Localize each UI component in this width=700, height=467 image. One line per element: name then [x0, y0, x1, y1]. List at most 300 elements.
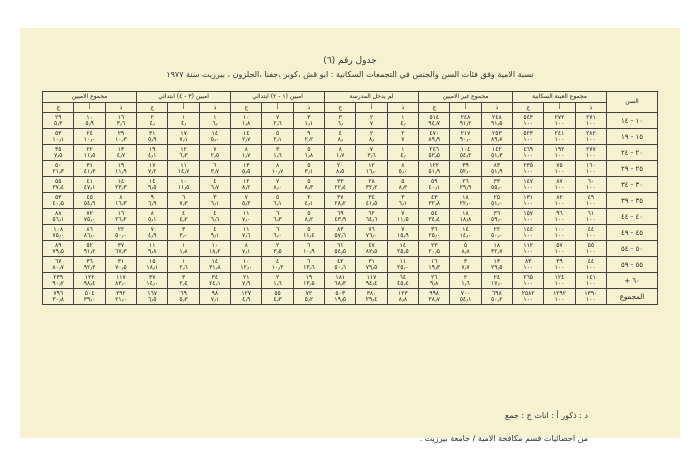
count-value: ٦١ — [336, 241, 344, 249]
percent-value: ٩٨٫٤ — [83, 279, 96, 287]
count-value: ٣ — [181, 273, 186, 281]
count-value: ١٠ — [86, 113, 93, 121]
percent-value: ٦٫٣ — [179, 151, 188, 159]
value-cell — [575, 145, 606, 161]
percent-value: ٨٫٢ — [304, 215, 314, 223]
value-cell — [325, 225, 356, 241]
count-value: ٣ — [181, 225, 186, 233]
value-cell — [513, 129, 544, 145]
value-cell — [356, 161, 387, 177]
percent-value: ٧٦٫٠ — [365, 231, 378, 239]
count-value: ٥٤٣ — [523, 113, 534, 121]
count-value: ٢٤٦ — [429, 145, 440, 153]
value-cell — [387, 129, 418, 145]
value-cell — [293, 241, 324, 257]
value-cell — [231, 241, 262, 257]
count-value: ١٤٤ — [523, 225, 534, 233]
percent-value: ٣٫٠ — [179, 231, 188, 239]
percent-value: ٩٫٨ — [429, 279, 439, 287]
value-cell — [387, 289, 418, 305]
value-cell — [262, 193, 293, 209]
count-value: ٨٨ — [54, 209, 62, 217]
value-cell — [74, 273, 105, 289]
percent-value: ٤٫ — [149, 119, 155, 127]
value-cell — [199, 257, 230, 273]
count-value: ٤٦٩ — [523, 145, 534, 153]
count-value: ١١ — [243, 209, 250, 217]
count-value: ٦ — [275, 209, 280, 217]
value-cell — [74, 113, 105, 129]
value-cell — [575, 177, 606, 193]
percent-value: ٦٧٫٣ — [115, 247, 127, 255]
age-cell: ٣٠ - ٣٤ — [607, 177, 658, 193]
value-cell — [199, 113, 230, 129]
percent-value: ٥٫٩ — [148, 135, 157, 143]
percent-value: ١٠٠ — [586, 135, 596, 143]
count-value: ١٤ — [117, 177, 125, 185]
value-cell — [43, 177, 74, 193]
count-value: ٢٦٥ — [523, 273, 534, 281]
percent-value: ١٣٫٥ — [303, 279, 315, 287]
sub-header: أ — [544, 103, 575, 113]
percent-value: ٥٠٫٠ — [491, 231, 503, 239]
age-cell: ١٠ - ١٤ — [607, 113, 658, 129]
value-cell — [74, 241, 105, 257]
percent-value: ١٠٠ — [554, 151, 565, 159]
count-value: ٢ — [401, 129, 405, 137]
table-body — [43, 113, 658, 305]
group-header: مجموع غير الاميين — [419, 92, 513, 103]
percent-value: ١٠٠ — [523, 135, 534, 143]
count-value: ٥ — [463, 241, 468, 249]
count-value: ٦ — [307, 257, 311, 265]
count-value: ٦ — [275, 225, 280, 233]
percent-value: ١٫٨ — [179, 247, 188, 255]
percent-value: ١٤٫٠ — [146, 279, 159, 287]
count-value: ٢٥ — [493, 193, 501, 201]
value-cell — [43, 113, 74, 129]
table-row — [43, 273, 658, 289]
count-value: ١ — [401, 145, 405, 153]
percent-value: ١٫٦ — [273, 151, 282, 159]
value-cell — [262, 177, 293, 193]
value-cell — [43, 257, 74, 273]
value-cell — [513, 161, 544, 177]
count-value: ٣ — [307, 113, 311, 121]
count-value: ٢٠ — [336, 161, 344, 169]
count-value: ٨٧ — [556, 177, 563, 185]
value-cell — [544, 177, 575, 193]
count-value: ٦٩ — [180, 289, 187, 297]
count-value: ٤٤ — [587, 257, 595, 265]
count-value: ٨٣ — [493, 161, 501, 169]
percent-value: ٢٢٫٠ — [459, 199, 472, 207]
count-value: ٥ — [275, 193, 280, 201]
value-cell — [137, 289, 168, 305]
count-value: ٣٧ — [117, 241, 125, 249]
count-value: ١١٧ — [116, 273, 126, 281]
value-cell — [419, 113, 450, 129]
value-cell — [419, 161, 450, 177]
value-cell — [293, 113, 324, 129]
value-cell — [262, 289, 293, 305]
percent-value: ٢١٫٣ — [52, 167, 65, 175]
count-value: ٥٣ — [54, 129, 62, 137]
value-cell — [387, 177, 418, 193]
value-cell — [481, 273, 512, 289]
count-value: ٨ — [338, 145, 342, 153]
percent-value: ٤١٫٥ — [365, 199, 378, 207]
percent-value: ٥٢٫٠ — [459, 167, 472, 175]
value-cell — [137, 193, 168, 209]
percent-value: ١٠٠ — [554, 167, 565, 175]
percent-value: ٨٫ — [368, 135, 375, 143]
document-page — [20, 28, 680, 443]
value-cell — [325, 193, 356, 209]
percent-value: ١٩٫٥ — [334, 295, 347, 303]
sub-header: أ — [168, 103, 199, 113]
percent-value: ٣٫٦ — [116, 119, 126, 127]
count-value: ١٩ — [149, 145, 156, 153]
percent-value: ١٠٠ — [523, 119, 534, 127]
count-value: ٨ — [244, 241, 248, 249]
percent-value: ١٠٠ — [523, 263, 534, 271]
sub-header: ذ — [481, 103, 512, 113]
value-cell — [481, 145, 512, 161]
percent-value: ١٠٠ — [554, 215, 565, 223]
percent-value: ١٠٠ — [554, 199, 565, 207]
count-value: ٨٩ — [54, 241, 62, 249]
count-value: ٨ — [275, 161, 280, 169]
value-cell — [168, 193, 199, 209]
value-cell — [356, 273, 387, 289]
value-cell — [293, 225, 324, 241]
count-value: ١١ — [243, 225, 250, 233]
age-cell: ٢٠ - ٢٤ — [607, 145, 658, 161]
count-value: ١٨ — [493, 241, 501, 249]
percent-value: ٥٫٣ — [179, 295, 188, 303]
count-value: ١٢ — [368, 161, 375, 169]
value-cell — [293, 161, 324, 177]
count-value: ٦٩٨ — [492, 289, 502, 297]
value-cell — [293, 257, 324, 273]
value-cell — [544, 209, 575, 225]
count-value: ٦١ — [587, 209, 595, 217]
percent-value: ٩٫٥ — [148, 183, 157, 191]
value-cell — [74, 129, 105, 145]
percent-value: ٨٦٫٠ — [83, 231, 96, 239]
count-value: ٥٥ — [587, 241, 595, 249]
value-cell — [231, 161, 262, 177]
count-value: ٥ — [307, 177, 311, 185]
percent-value: ٤٥٫٤ — [397, 279, 409, 287]
count-value: ١٣ — [243, 161, 250, 169]
count-value: ٢١ — [243, 273, 250, 281]
percent-value: ١٠٠ — [586, 231, 596, 239]
value-cell — [356, 177, 387, 193]
value-cell — [356, 209, 387, 225]
count-value: ٤٧ — [368, 241, 375, 249]
count-value: ٥ — [307, 225, 311, 233]
percent-value: ٦٫٥ — [148, 295, 157, 303]
value-cell — [43, 145, 74, 161]
count-value: ٣٦ — [86, 257, 93, 265]
value-cell — [544, 257, 575, 273]
sub-header: ج — [231, 103, 262, 113]
count-value: ١٤ — [211, 257, 219, 265]
count-value: ١٢٢ — [84, 273, 95, 281]
count-value: ٩٨ — [211, 289, 219, 297]
value-cell — [356, 241, 387, 257]
value-cell — [419, 225, 450, 241]
count-value: ٢٧٧ — [586, 145, 596, 153]
age-cell: ٣٥ - ٣٩ — [607, 193, 658, 209]
value-cell — [74, 145, 105, 161]
count-value: ٣٤ — [211, 273, 219, 281]
percent-value: ٩١٫٢ — [83, 247, 96, 255]
value-cell — [544, 241, 575, 257]
count-value: ٢ — [307, 193, 311, 201]
value-cell — [575, 273, 606, 289]
percent-value: ٤٫١ — [304, 199, 314, 207]
percent-value: ١٧٫٠ — [491, 279, 503, 287]
value-cell — [575, 129, 606, 145]
value-cell — [168, 177, 199, 193]
percent-value: ٦٫ — [212, 119, 218, 127]
table-row — [43, 113, 658, 129]
percent-value: ٧٥٫٠ — [52, 231, 65, 239]
count-value: ٣٩ — [462, 161, 469, 169]
value-cell — [293, 193, 324, 209]
percent-value: ٧ — [369, 119, 374, 127]
percent-value: ٦٫٣ — [273, 215, 282, 223]
value-cell — [231, 209, 262, 225]
count-value: ٥١٤ — [429, 113, 440, 121]
value-cell — [262, 129, 293, 145]
value-cell — [450, 177, 481, 193]
count-value: ٥٥ — [54, 177, 62, 185]
percent-value: ١٫٨ — [304, 151, 314, 159]
percent-value: ٢٥٫٠ — [428, 231, 440, 239]
value-cell — [262, 225, 293, 241]
value-cell — [199, 145, 230, 161]
value-cell — [199, 241, 230, 257]
percent-value: ٢٩٫٥ — [491, 263, 503, 271]
percent-value: ١٨٫١ — [146, 263, 159, 271]
value-cell — [387, 257, 418, 273]
count-value: ٢٩٢ — [116, 289, 126, 297]
count-value: ١٤ — [462, 225, 469, 233]
value-cell — [356, 193, 387, 209]
count-value: ٢٢ — [493, 225, 501, 233]
value-cell — [450, 113, 481, 129]
value-cell — [387, 241, 418, 257]
count-value: ١٠ — [243, 257, 250, 265]
value-cell — [513, 209, 544, 225]
count-value: ٣ — [338, 113, 342, 121]
count-value: ١٠٤ — [460, 145, 471, 153]
value-cell — [262, 113, 293, 129]
value-cell — [575, 225, 606, 241]
count-value: ٢٢ — [86, 145, 93, 153]
value-cell — [419, 241, 450, 257]
age-cell: ١٥ - ١٩ — [607, 129, 658, 145]
age-cell: ٤٠ - ٤٤ — [607, 209, 658, 225]
count-value: ١٤ — [211, 129, 219, 137]
count-value: ٥٣ — [54, 193, 62, 201]
percent-value: ١٠٠ — [586, 295, 596, 303]
table-row — [43, 177, 658, 193]
table-subtitle: نسبة الامية وفق فئات السن والجنس في التجمعات السكانية : ابو قش ،كوبر ،جفنا ،الجلزون ، بيرزيت سنة ١٩٧٧ — [166, 70, 534, 79]
value-cell — [544, 225, 575, 241]
value-cell — [168, 289, 199, 305]
percent-value: ٤٠٫٥ — [52, 199, 65, 207]
count-value: ٧ — [150, 225, 154, 233]
percent-value: ٧٩٫٥ — [365, 263, 378, 271]
percent-value: ٨٫ — [337, 135, 343, 143]
percent-value: ٥٤٫٩ — [83, 199, 96, 207]
count-value: ٦٧ — [54, 257, 62, 265]
count-value: ١١٢ — [523, 241, 534, 249]
percent-value: ٥١٫٣ — [491, 151, 503, 159]
percent-value: ٨٠٫٧ — [52, 263, 65, 271]
value-cell — [481, 193, 512, 209]
value-cell — [137, 145, 168, 161]
count-value: ٣ — [275, 145, 280, 153]
count-value: ٤ — [181, 209, 186, 217]
percent-value: ٧٥٫٠ — [83, 215, 96, 223]
age-header: السن — [607, 92, 658, 113]
count-value: ٨٢ — [556, 193, 563, 201]
value-cell — [419, 273, 450, 289]
count-value: ٥ — [275, 129, 280, 137]
percent-value: ٢٩٫٩ — [459, 183, 472, 191]
count-value: ٨ — [244, 145, 248, 153]
count-value: ٥٤ — [430, 209, 438, 217]
count-value: ٨٣ — [524, 257, 532, 265]
percent-value: ١٠٠ — [523, 215, 534, 223]
percent-value: ٧٫١ — [179, 135, 188, 143]
percent-value: ٥٤٫٢ — [459, 151, 472, 159]
value-cell — [450, 289, 481, 305]
percent-value: ٥٫١ — [148, 215, 157, 223]
count-value: ٩ — [150, 193, 154, 201]
value-cell — [387, 161, 418, 177]
value-cell — [137, 161, 168, 177]
count-value: ٨ — [401, 161, 405, 169]
count-value: ٢٤ — [493, 273, 501, 281]
percent-value: ٥٠٫٠ — [115, 231, 127, 239]
value-cell — [293, 273, 324, 289]
count-value: ١٧ — [180, 129, 187, 137]
percent-value: ٢٫٧ — [242, 135, 251, 143]
percent-value: ١٠٠ — [523, 183, 534, 191]
value-cell — [450, 225, 481, 241]
value-cell — [231, 129, 262, 145]
percent-value: ٥٥٫٠ — [491, 183, 503, 191]
value-cell — [450, 145, 481, 161]
value-cell — [199, 161, 230, 177]
table-row — [43, 225, 658, 241]
percent-value: ٦٫ — [337, 119, 343, 127]
count-value: ٥٠٣ — [335, 289, 346, 297]
percent-value: ١٠٠ — [586, 151, 596, 159]
count-value: ١٨١ — [335, 273, 346, 281]
value-cell — [513, 257, 544, 273]
sub-header: ج — [137, 103, 168, 113]
percent-value: ١٠٠ — [523, 279, 534, 287]
value-cell — [199, 193, 230, 209]
count-value: ٧ — [401, 209, 405, 217]
value-cell — [293, 129, 324, 145]
percent-value: ١٠٫٣ — [271, 263, 284, 271]
count-value: ٥٩ — [430, 177, 438, 185]
count-value: ١٥ — [149, 257, 156, 265]
percent-value: ٩٫٨ — [148, 247, 157, 255]
count-value: ١ — [181, 113, 186, 121]
value-cell — [419, 177, 450, 193]
percent-value: ٣٫١ — [304, 167, 314, 175]
count-value: ٢٥٣ — [492, 129, 502, 137]
value-cell — [544, 193, 575, 209]
value-cell — [450, 129, 481, 145]
count-value: ٢١٧ — [460, 129, 471, 137]
percent-value: ٧٩٫٥ — [52, 247, 65, 255]
value-cell — [105, 257, 136, 273]
percent-value: ٤١٫٣ — [83, 167, 96, 175]
count-value: ٧ — [213, 145, 217, 153]
percent-value: ٤٫٧ — [116, 151, 126, 159]
percent-value: ٨٫٥ — [336, 167, 345, 175]
table-row — [43, 257, 658, 273]
count-value: ٤٢ — [336, 257, 344, 265]
count-value: ٤٧٠ — [429, 129, 440, 137]
value-cell — [325, 177, 356, 193]
percent-value: ١٠٠ — [523, 199, 534, 207]
percent-value: ٧٫٩ — [242, 279, 251, 287]
value-cell — [544, 145, 575, 161]
count-value: ١ — [401, 113, 405, 121]
illiteracy-table — [42, 91, 658, 305]
value-cell — [419, 129, 450, 145]
percent-value: ٧٠٫٥ — [115, 263, 127, 271]
value-cell — [137, 129, 168, 145]
percent-value: ٢٨٫٢ — [334, 199, 347, 207]
count-value: ٤ — [213, 225, 217, 233]
count-value: ٤ — [213, 209, 217, 217]
count-value: ٦ — [307, 241, 311, 249]
percent-value: ١٠٠ — [554, 279, 565, 287]
percent-value: ٣٤٫٤ — [428, 215, 440, 223]
value-cell — [356, 129, 387, 145]
percent-value: ١٫٧ — [242, 151, 251, 159]
percent-value: ٢٫٥ — [210, 151, 220, 159]
value-cell — [199, 209, 230, 225]
percent-value: ٩٢٫٣ — [83, 263, 96, 271]
percent-value: ٦٨٫٣ — [334, 279, 347, 287]
count-value: ٦ — [213, 161, 217, 169]
value-cell — [262, 145, 293, 161]
count-value: ٧٩٦ — [53, 289, 64, 297]
value-cell — [137, 257, 168, 273]
percent-value: ١٠٠ — [523, 247, 534, 255]
count-value: ٢٩ — [117, 129, 125, 137]
percent-value: ١٠٠ — [586, 167, 596, 175]
count-value: ١ — [181, 241, 186, 249]
percent-value: ٤٫٣ — [273, 295, 282, 303]
count-value: ٢ — [463, 273, 468, 281]
value-cell — [544, 161, 575, 177]
